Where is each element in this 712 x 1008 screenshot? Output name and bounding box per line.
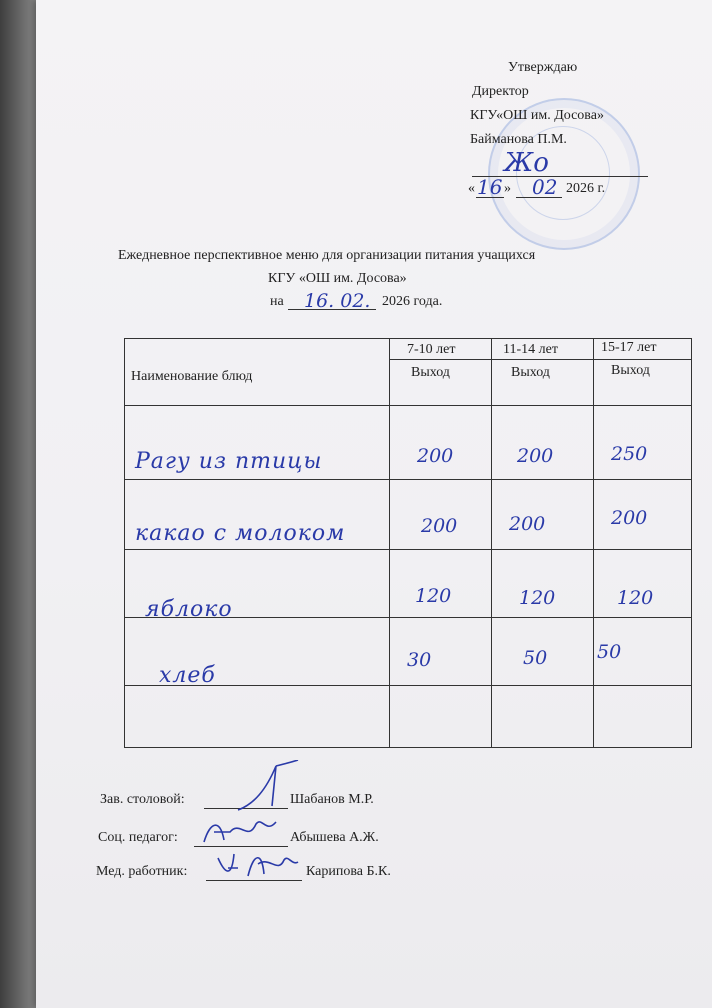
canteen-head-name: Шабанов М.Р. bbox=[290, 792, 374, 807]
portion-7-10: 120 bbox=[415, 585, 452, 607]
age-group-header: 11-14 лет bbox=[503, 342, 558, 357]
document-page bbox=[36, 0, 712, 1008]
table-age-divider bbox=[389, 359, 691, 360]
medic-name: Карипова Б.К. bbox=[306, 864, 391, 879]
portion-15-17: 250 bbox=[611, 443, 648, 465]
portion-15-17: 200 bbox=[611, 507, 648, 529]
social-teacher-role: Соц. педагог: bbox=[98, 830, 178, 845]
age-group-header: 15-17 лет bbox=[601, 340, 657, 355]
dish-name: яблоко bbox=[145, 597, 233, 622]
menu-date: 16. 02. bbox=[304, 290, 371, 312]
director-signature: Жо bbox=[504, 148, 549, 178]
output-header: Выход bbox=[511, 365, 550, 380]
canteen-head-role: Зав. столовой: bbox=[100, 792, 185, 807]
medic-signature bbox=[214, 846, 300, 884]
menu-date-suffix: 2026 года. bbox=[382, 294, 443, 309]
menu-title: Ежедневное перспективное меню для организации питания учащихся bbox=[118, 248, 536, 263]
date-year: 2026 г. bbox=[566, 181, 606, 196]
portion-7-10: 200 bbox=[417, 445, 454, 467]
table-row-divider bbox=[125, 549, 691, 550]
date-month-line bbox=[516, 197, 562, 198]
date-day-line bbox=[476, 197, 504, 198]
dish-name: какао с молоком bbox=[135, 521, 346, 546]
date-open-quote: « bbox=[468, 181, 475, 196]
portion-7-10: 200 bbox=[421, 515, 458, 537]
portion-7-10: 30 bbox=[407, 649, 432, 671]
medic-role: Мед. работник: bbox=[96, 864, 188, 879]
output-header: Выход bbox=[611, 363, 650, 378]
portion-15-17: 120 bbox=[617, 587, 654, 609]
approve-word: Утверждаю bbox=[508, 60, 578, 75]
portion-11-14: 50 bbox=[523, 647, 548, 669]
menu-table bbox=[124, 338, 692, 748]
school-name: КГУ «ОШ им. Досова» bbox=[268, 271, 407, 286]
dish-name: Рагу из птицы bbox=[135, 449, 323, 474]
age-group-header: 7-10 лет bbox=[407, 342, 456, 357]
menu-date-prefix: на bbox=[270, 294, 284, 309]
portion-11-14: 120 bbox=[519, 587, 556, 609]
social-teacher-name: Абышева А.Ж. bbox=[290, 830, 379, 845]
desk-background bbox=[0, 0, 38, 1008]
table-header-divider bbox=[125, 405, 691, 406]
director-name: Байманова П.М. bbox=[470, 132, 567, 147]
date-day: 16 bbox=[477, 175, 503, 199]
portion-11-14: 200 bbox=[517, 445, 554, 467]
table-row-divider bbox=[125, 479, 691, 480]
portion-15-17: 50 bbox=[597, 641, 622, 663]
dish-name: хлеб bbox=[159, 663, 216, 688]
output-header: Выход bbox=[411, 365, 450, 380]
organization-name: КГУ«ОШ им. Досова» bbox=[470, 108, 604, 123]
social-teacher-signature bbox=[200, 812, 280, 850]
date-month: 02 bbox=[532, 175, 558, 199]
date-close-quote: » bbox=[504, 181, 511, 196]
dish-column-header: Наименование блюд bbox=[131, 369, 253, 384]
director-position: Директор bbox=[472, 84, 529, 99]
portion-11-14: 200 bbox=[509, 513, 546, 535]
